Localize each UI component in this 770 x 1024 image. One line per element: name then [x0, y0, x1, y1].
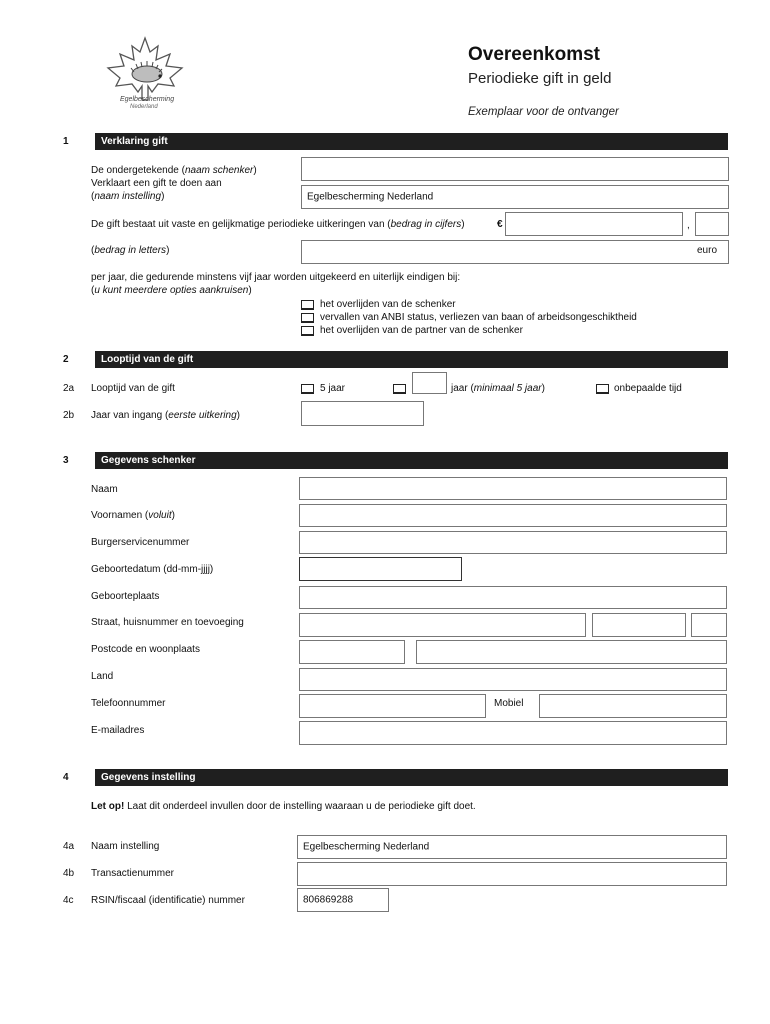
section-2-header: [55, 351, 728, 368]
mobile-field[interactable]: [539, 694, 727, 718]
institution-notice: Let op! Laat dit onderdeel invullen door de instelling waaraan u de periodieke gift doet.: [91, 801, 476, 812]
decimal-separator: ,: [687, 220, 690, 231]
rsin-field[interactable]: 806869288: [297, 888, 389, 912]
duration-indefinite-checkbox[interactable]: [596, 384, 609, 394]
amount-letters-label: (bedrag in letters): [91, 245, 170, 256]
donor-name-label: De ondergetekende (naam schenker): [91, 165, 257, 176]
amount-letters-field[interactable]: [301, 240, 729, 264]
transaction-number-field[interactable]: [297, 862, 727, 886]
row-4b-number: 4b: [63, 868, 75, 879]
section-number: 3: [63, 455, 69, 466]
rsin-label: RSIN/fiscaal (identificatie) nummer: [91, 895, 245, 906]
birth-place-label: Geboorteplaats: [91, 591, 160, 602]
section-3-header: [55, 452, 728, 469]
option-donor-death-checkbox[interactable]: [301, 300, 314, 310]
row-4a-number: 4a: [63, 841, 75, 852]
postcode-label: Postcode en woonplaats: [91, 644, 200, 655]
birth-date-label: Geboortedatum (dd-mm-jjjj): [91, 564, 214, 575]
surname-label: Naam: [91, 484, 118, 495]
bsn-field[interactable]: [299, 531, 727, 554]
logo-subtitle: Nederland: [130, 104, 158, 110]
duration-indefinite-label: onbepaalde tijd: [614, 383, 682, 394]
amount-whole-field[interactable]: [505, 212, 683, 236]
section-title: Verklaring gift: [93, 133, 728, 150]
start-year-field[interactable]: [301, 401, 424, 426]
logo-name: Egelbescherming: [120, 96, 175, 103]
country-field[interactable]: [299, 668, 727, 691]
options-hint: (u kunt meerdere opties aankruisen): [91, 285, 252, 296]
duration-custom-checkbox[interactable]: [393, 384, 406, 394]
option-partner-death-label: het overlijden van de partner van de schenker: [320, 325, 523, 336]
institution-label: (naam instelling): [91, 191, 165, 202]
first-names-label: Voornamen (voluit): [91, 510, 175, 521]
euro-label: euro: [697, 245, 718, 256]
email-field[interactable]: [299, 721, 727, 745]
amount-cents-field[interactable]: [695, 212, 729, 236]
duration-label: Looptijd van de gift: [91, 383, 175, 394]
page-title: Overeenkomst: [468, 44, 601, 65]
maple-leaf-hedgehog-icon: [100, 36, 190, 102]
surname-field[interactable]: [299, 477, 727, 500]
section-4-header: [55, 769, 728, 786]
organization-logo: [100, 36, 190, 114]
section-1-header: [55, 133, 728, 150]
page-subtitle: Periodieke gift in geld: [468, 70, 612, 87]
phone-label: Telefoonnummer: [91, 698, 166, 709]
duration-years-field[interactable]: [412, 372, 447, 394]
row-2b-number: 2b: [63, 410, 75, 421]
country-label: Land: [91, 671, 114, 682]
duration-5-years-checkbox[interactable]: [301, 384, 314, 394]
section-number: 4: [63, 772, 69, 783]
duration-custom-label: jaar (minimaal 5 jaar): [451, 383, 545, 394]
start-year-label: Jaar van ingang (eerste uitkering): [91, 410, 240, 421]
city-field[interactable]: [416, 640, 727, 664]
phone-field[interactable]: [299, 694, 486, 718]
section-number: 1: [63, 136, 69, 147]
birth-place-field[interactable]: [299, 586, 727, 609]
option-partner-death-checkbox[interactable]: [301, 326, 314, 336]
house-number-field[interactable]: [592, 613, 686, 637]
option-anbi-label: vervallen van ANBI status, verliezen van baan of arbeidsongeschiktheid: [320, 312, 637, 323]
duration-5-years-label: 5 jaar: [320, 383, 346, 394]
transaction-number-label: Transactienummer: [91, 868, 174, 879]
period-text: per jaar, die gedurende minstens vijf jaar worden uitgekeerd en uiterlijk eindigen bij:: [91, 272, 461, 283]
declaration-text: Verklaart een gift te doen aan: [91, 178, 222, 189]
section-number: 2: [63, 354, 69, 365]
option-anbi-checkbox[interactable]: [301, 313, 314, 323]
euro-symbol: €: [497, 219, 503, 230]
row-4c-number: 4c: [63, 895, 74, 906]
row-2a-number: 2a: [63, 383, 75, 394]
street-label: Straat, huisnummer en toevoeging: [91, 617, 244, 628]
mobile-label: Mobiel: [494, 698, 524, 709]
institution-name-field[interactable]: Egelbescherming Nederland: [297, 835, 727, 859]
section-title: Gegevens schenker: [93, 452, 728, 469]
donor-name-field[interactable]: [301, 157, 729, 181]
street-field[interactable]: [299, 613, 586, 637]
first-names-field[interactable]: [299, 504, 727, 527]
option-donor-death-label: het overlijden van de schenker: [320, 299, 456, 310]
institution-field[interactable]: Egelbescherming Nederland: [301, 185, 729, 209]
house-number-suffix-field[interactable]: [691, 613, 727, 637]
email-label: E-mailadres: [91, 725, 145, 736]
section-title: Gegevens instelling: [93, 769, 728, 786]
institution-name-label: Naam instelling: [91, 841, 160, 852]
amount-figures-label: De gift bestaat uit vaste en gelijkmatige periodieke uitkeringen van (bedrag in cijfers): [91, 219, 465, 230]
copy-label: Exemplaar voor de ontvanger: [468, 106, 619, 118]
section-title: Looptijd van de gift: [93, 351, 728, 368]
postcode-field[interactable]: [299, 640, 405, 664]
birth-date-field[interactable]: [299, 557, 462, 581]
bsn-label: Burgerservicenummer: [91, 537, 190, 548]
